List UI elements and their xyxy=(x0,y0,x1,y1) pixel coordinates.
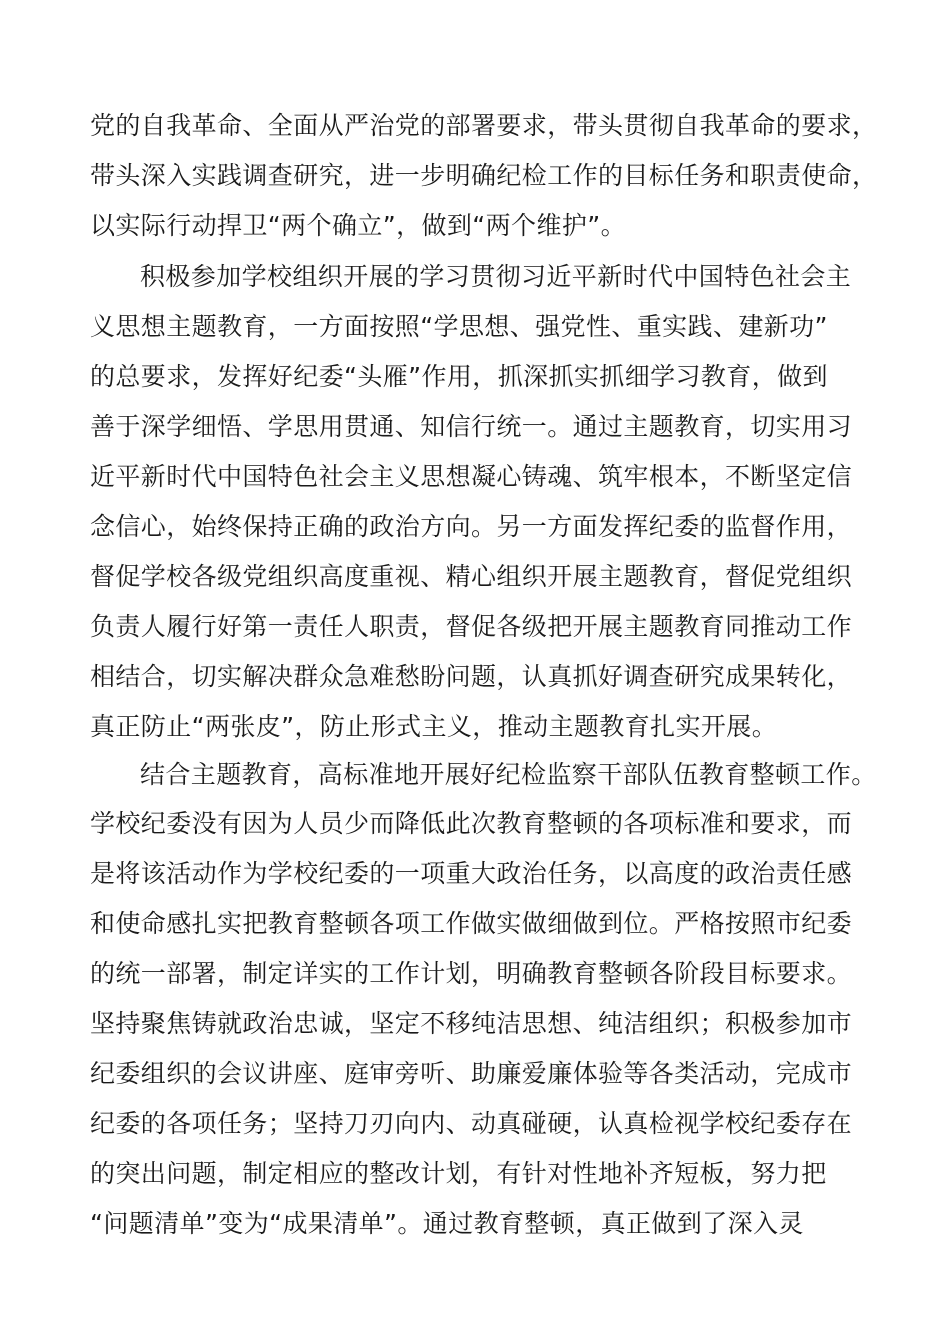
paragraph-2-line-8: 负责人履行好第一责任人职责，督促各级把开展主题教育同推动工作 xyxy=(90,612,853,641)
paragraph-3-line-4: 和使命感扎实把教育整顿各项工作做实做细做到位。严格按照市纪委 xyxy=(90,909,853,938)
paragraph-1-line-1: 党的自我革命、全面从严治党的部署要求，带头贯彻自我革命的要求， xyxy=(90,111,878,140)
paragraph-2-line-3: 的总要求，发挥好纪委“头雁”作用，抓深抓实抓细学习教育，做到 xyxy=(90,362,828,391)
paragraph-2-line-5: 近平新时代中国特色社会主义思想凝心铸魂、筑牢根本，不断坚定信 xyxy=(90,462,853,491)
paragraph-3-line-8: 纪委的各项任务；坚持刀刃向内、动真碰硬，认真检视学校纪委存在 xyxy=(90,1109,853,1138)
paragraph-2-line-1: 积极参加学校组织开展的学习贯彻习近平新时代中国特色社会主 xyxy=(140,262,852,291)
paragraph-2-line-2: 义思想主题教育，一方面按照“学思想、强党性、重实践、建新功” xyxy=(90,312,828,341)
paragraph-2-line-10: 真正防止“两张皮”，防止形式主义，推动主题教育扎实开展。 xyxy=(90,712,778,741)
paragraph-2-line-4: 善于深学细悟、学思用贯通、知信行统一。通过主题教育，切实用习 xyxy=(90,412,853,441)
paragraph-2-line-6: 念信心，始终保持正确的政治方向。另一方面发挥纪委的监督作用， xyxy=(90,512,853,541)
paragraph-3-line-9: 的突出问题，制定相应的整改计划，有针对性地补齐短板，努力把 xyxy=(90,1159,827,1188)
paragraph-3-line-1: 结合主题教育，高标准地开展好纪检监察干部队伍教育整顿工作。 xyxy=(140,760,877,789)
paragraph-1-line-2: 带头深入实践调查研究，进一步明确纪检工作的目标任务和职责使命， xyxy=(90,161,878,190)
paragraph-3-line-3: 是将该活动作为学校纪委的一项重大政治任务，以高度的政治责任感 xyxy=(90,859,853,888)
paragraph-2-line-9: 相结合，切实解决群众急难愁盼问题，认真抓好调查研究成果转化， xyxy=(90,662,853,691)
paragraph-3-line-2: 学校纪委没有因为人员少而降低此次教育整顿的各项标准和要求，而 xyxy=(90,809,853,838)
paragraph-2-line-7: 督促学校各级党组织高度重视、精心组织开展主题教育，督促党组织 xyxy=(90,562,853,591)
paragraph-3-line-5: 的统一部署，制定详实的工作计划，明确教育整顿各阶段目标要求。 xyxy=(90,959,853,988)
paragraph-3-line-6: 坚持聚焦铸就政治忠诚，坚定不移纯洁思想、纯洁组织；积极参加市 xyxy=(90,1009,853,1038)
paragraph-3-line-7: 纪委组织的会议讲座、庭审旁听、助廉爱廉体验等各类活动，完成市 xyxy=(90,1059,853,1088)
paragraph-1-line-3: 以实际行动捍卫“两个确立”，做到“两个维护”。 xyxy=(90,211,627,240)
paragraph-3-line-10: “问题清单”变为“成果清单”。通过教育整顿，真正做到了深入灵 xyxy=(90,1209,804,1238)
